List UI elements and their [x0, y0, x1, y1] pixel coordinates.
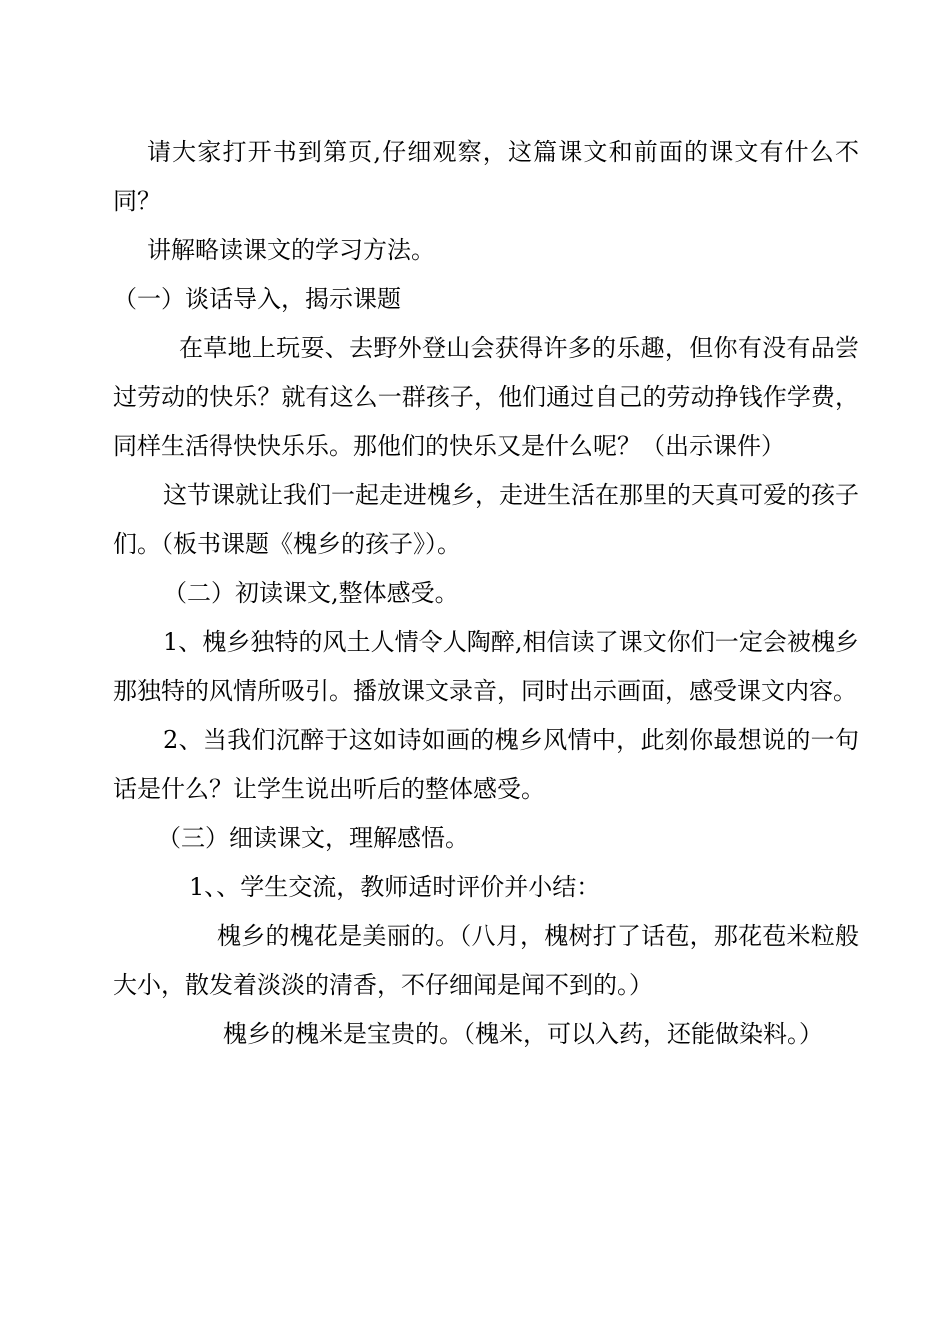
paragraph-lead-in: 在草地上玩耍、去野外登山会获得许多的乐趣，但你有没有品尝过劳动的快乐？就有这么一群孩子，他们通过自己的劳动挣钱作学费，同样生活得快快乐乐。那他们的快乐又是什么呢？（出示课件） [113, 334, 859, 460]
paragraph-intro-question: 请大家打开书到第页,仔细观察，这篇课文和前面的课文有什么不同？ [113, 138, 859, 215]
paragraph-huaimi: 槐乡的槐米是宝贵的。（槐米，可以入药，还能做染料。） [223, 1020, 823, 1048]
paragraph-flowers: 槐乡的槐花是美丽的。（八月，槐树打了话苞，那花苞米粒般大小，散发着淡淡的清香，不仔细闻是闻不到的。） [113, 922, 859, 999]
paragraph-step-2: 2、当我们沉醉于这如诗如画的槐乡风情中，此刻你最想说的一句话是什么？让学生说出听后的整体感受。 [113, 726, 859, 803]
paragraph-exchange: 1、、学生交流，教师适时评价并小结： [189, 873, 601, 901]
paragraph-reading-method: 讲解略读课文的学习方法。 [147, 236, 435, 264]
section-heading-1: （一）谈话导入，揭示课题 [113, 285, 401, 313]
paragraph-step-1: 1、槐乡独特的风土人情令人陶醉,相信读了课文你们一定会被槐乡那独特的风情所吸引。播放课文录音，同时出示画面，感受课文内容。 [113, 628, 859, 705]
paragraph-title-intro: 这节课就让我们一起走进槐乡，走进生活在那里的天真可爱的孩子们。（板书课题《槐乡的孩子》）。 [113, 481, 859, 558]
section-heading-3: （三）细读课文，理解感悟。 [157, 824, 469, 852]
document-body [113, 128, 859, 1059]
section-heading-2: （二）初读课文,整体感受。 [163, 579, 459, 607]
